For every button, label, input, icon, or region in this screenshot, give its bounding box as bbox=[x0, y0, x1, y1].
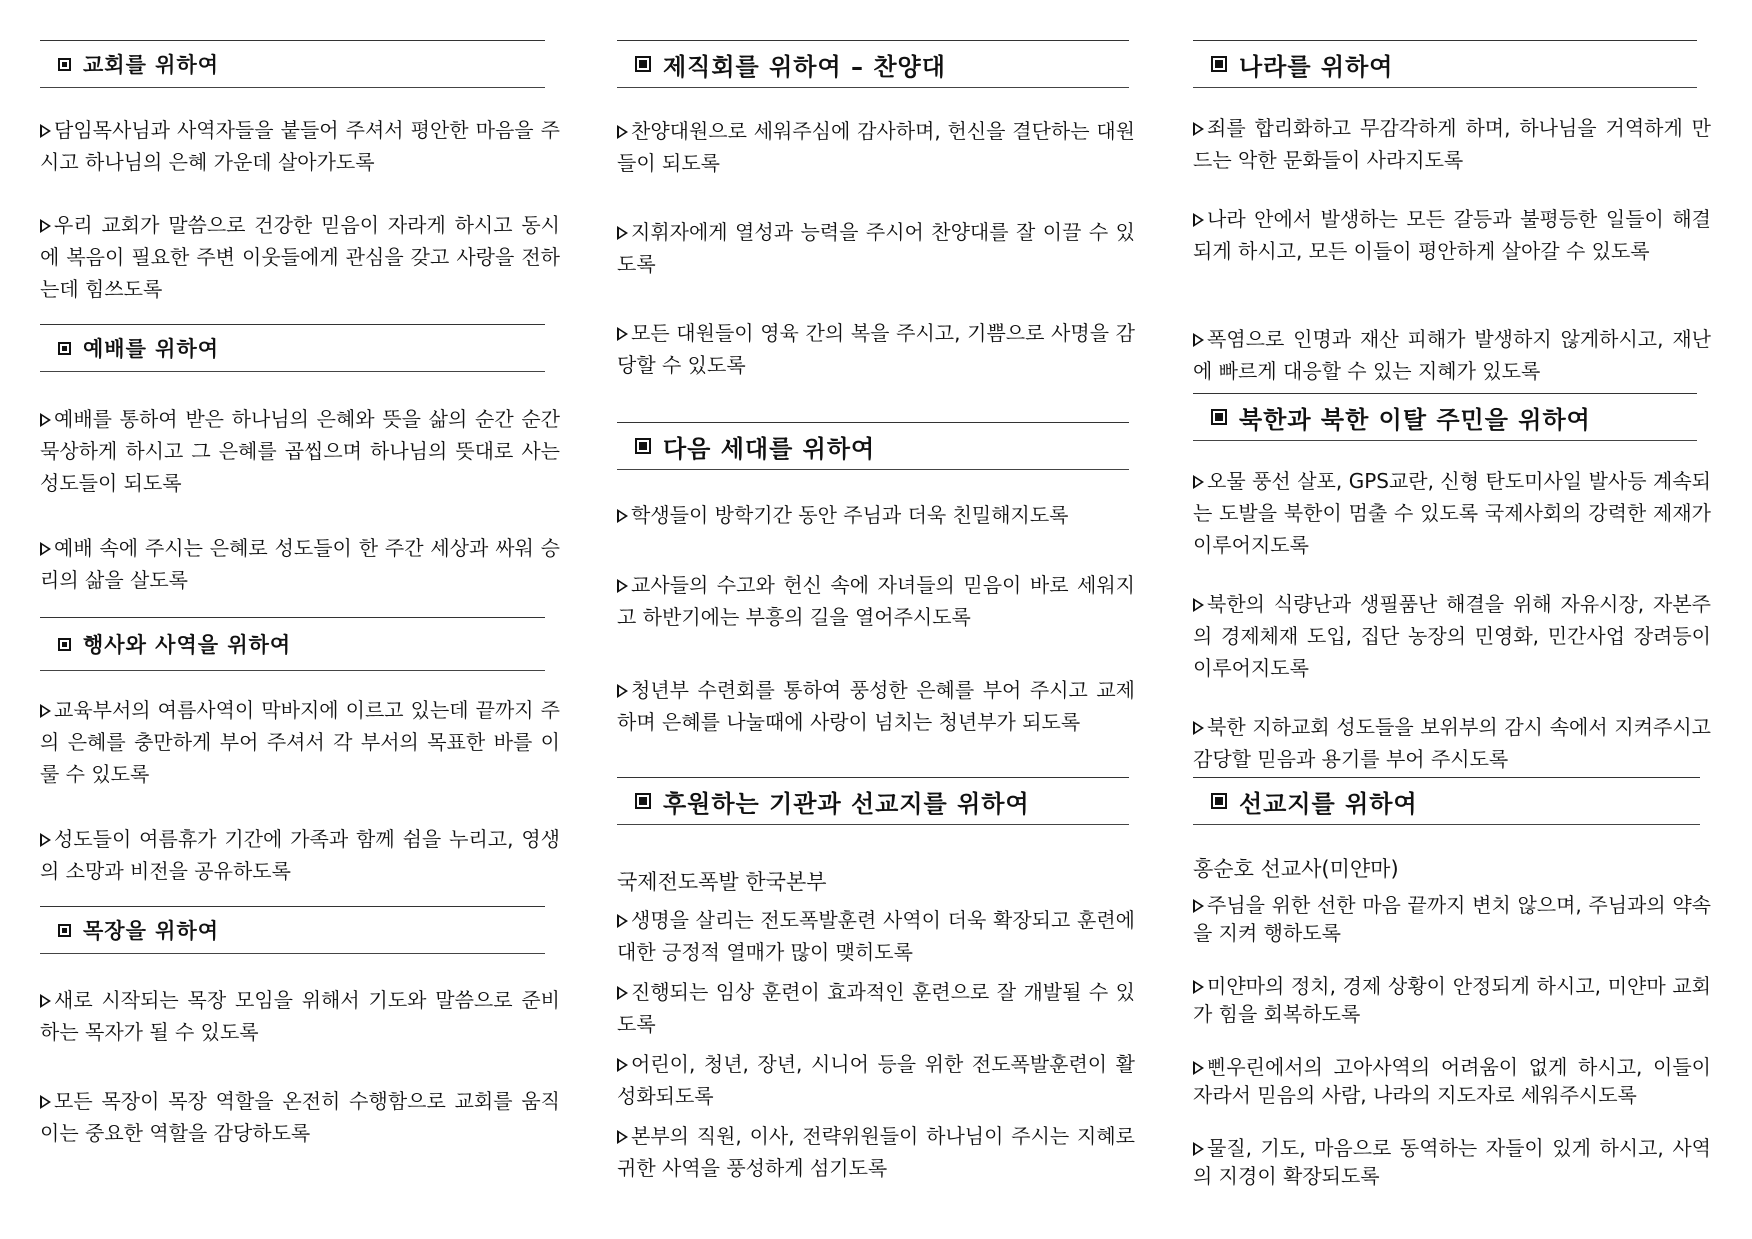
triangle-bullet-icon bbox=[40, 542, 51, 556]
prayer-item: 생명을 살리는 전도폭발훈련 사역이 더욱 확장되고 훈련에 대한 긍정적 열매가 많이 맺히도록 bbox=[617, 908, 1135, 964]
triangle-bullet-icon bbox=[617, 1130, 628, 1144]
triangle-bullet-icon bbox=[1193, 721, 1204, 735]
section-title: 후원하는 기관과 선교지를 위하여 bbox=[663, 789, 1030, 818]
triangle-bullet-icon bbox=[617, 684, 628, 698]
prayer-item: 본부의 직원, 이사, 전략위원들이 하나님이 주시는 지혜로 귀한 사역을 풍성하게 섬기도록 bbox=[617, 1124, 1135, 1180]
organization-name: 국제전도폭발 한국본부 bbox=[617, 870, 827, 894]
prayer-item: 학생들이 방학기간 동안 주님과 더욱 친밀해지도록 bbox=[617, 499, 1135, 531]
prayer-item: 예배 속에 주시는 은혜로 성도들이 한 주간 세상과 싸워 승리의 삶을 살도록 bbox=[40, 536, 560, 592]
prayer-item: 나라 안에서 발생하는 모든 갈등과 불평등한 일들이 해결되게 하시고, 모든 이들이 평안하게 살아갈 수 있도록 bbox=[1193, 207, 1711, 263]
triangle-bullet-icon bbox=[617, 986, 628, 1000]
prayer-item: 북한 지하교회 성도들을 보위부의 감시 속에서 지켜주시고 감당할 믿음과 용기를 부어 주시도록 bbox=[1193, 715, 1711, 771]
prayer-item: 담임목사님과 사역자들을 붙들어 주셔서 평안한 마음을 주시고 하나님의 은혜 가운데 살아가도록 bbox=[40, 118, 560, 174]
square-bullet-icon bbox=[1211, 409, 1227, 425]
triangle-bullet-icon bbox=[40, 1095, 51, 1109]
section-title: 나라를 위하여 bbox=[1239, 52, 1394, 81]
section-title: 다음 세대를 위하여 bbox=[663, 434, 876, 463]
triangle-bullet-icon bbox=[40, 833, 51, 847]
section-title: 선교지를 위하여 bbox=[1239, 789, 1418, 818]
prayer-item: 어린이, 청년, 장년, 시니어 등을 위한 전도폭발훈련이 활성화되도록 bbox=[617, 1052, 1135, 1108]
section-title: 행사와 사역을 위하여 bbox=[83, 633, 292, 657]
square-bullet-icon bbox=[58, 58, 71, 71]
prayer-item: 예배를 통하여 받은 하나님의 은혜와 뜻을 삶의 순간 순간 묵상하게 하시고 그 은혜를 곱씹으며 하나님의 뜻대로 사는 성도들이 되도록 bbox=[40, 407, 560, 495]
square-bullet-icon bbox=[635, 56, 651, 72]
section-header-nation bbox=[1193, 40, 1697, 88]
section-header-church bbox=[40, 40, 545, 88]
triangle-bullet-icon bbox=[40, 124, 51, 138]
section-title: 교회를 위하여 bbox=[83, 53, 220, 77]
prayer-item: 교사들의 수고와 헌신 속에 자녀들의 믿음이 바로 세워지고 하반기에는 부흥의 길을 열어주시도록 bbox=[617, 573, 1135, 629]
prayer-item: 삔우린에서의 고아사역의 어려움이 없게 하시고, 이들이 자라서 믿음의 사람, 나라의 지도자로 세워주시도록 bbox=[1193, 1055, 1711, 1107]
triangle-bullet-icon bbox=[1193, 980, 1204, 994]
square-bullet-icon bbox=[58, 342, 71, 355]
triangle-bullet-icon bbox=[1193, 213, 1204, 227]
prayer-item: 성도들이 여름휴가 기간에 가족과 함께 쉼을 누리고, 영생의 소망과 비전을 공유하도록 bbox=[40, 827, 560, 883]
triangle-bullet-icon bbox=[617, 509, 628, 523]
section-header-mission-field bbox=[1193, 777, 1700, 825]
prayer-item: 모든 대원들이 영육 간의 복을 주시고, 기쁨으로 사명을 감당할 수 있도록 bbox=[617, 321, 1135, 377]
section-title: 목장을 위하여 bbox=[83, 919, 220, 943]
prayer-item: 교육부서의 여름사역이 막바지에 이르고 있는데 끝까지 주의 은혜를 충만하게 부어 주셔서 각 부서의 목표한 바를 이룰 수 있도록 bbox=[40, 698, 560, 786]
square-bullet-icon bbox=[635, 793, 651, 809]
prayer-item: 폭염으로 인명과 재산 피해가 발생하지 않게하시고, 재난에 빠르게 대응할 수 있는 지혜가 있도록 bbox=[1193, 327, 1711, 383]
square-bullet-icon bbox=[1211, 56, 1227, 72]
prayer-item: 주님을 위한 선한 마음 끝까지 변치 않으며, 주님과의 약속을 지켜 행하도록 bbox=[1193, 893, 1711, 945]
prayer-item: 미얀마의 정치, 경제 상황이 안정되게 하시고, 미얀마 교회가 힘을 회복하도록 bbox=[1193, 974, 1711, 1026]
section-header-supported-missions bbox=[617, 777, 1129, 825]
prayer-item: 청년부 수련회를 통하여 풍성한 은혜를 부어 주시고 교제하며 은혜를 나눌때에 사랑이 넘치는 청년부가 되도록 bbox=[617, 678, 1135, 734]
triangle-bullet-icon bbox=[617, 914, 628, 928]
section-header-events bbox=[40, 617, 545, 671]
square-bullet-icon bbox=[1211, 793, 1227, 809]
prayer-item: 모든 목장이 목장 역할을 온전히 수행함으로 교회를 움직이는 중요한 역할을 감당하도록 bbox=[40, 1089, 560, 1145]
triangle-bullet-icon bbox=[617, 579, 628, 593]
triangle-bullet-icon bbox=[40, 413, 51, 427]
prayer-item: 지휘자에게 열성과 능력을 주시어 찬양대를 잘 이끌 수 있도록 bbox=[617, 220, 1135, 276]
section-title: 북한과 북한 이탈 주민을 위하여 bbox=[1239, 405, 1591, 434]
section-header-next-generation bbox=[617, 422, 1129, 470]
triangle-bullet-icon bbox=[1193, 333, 1204, 347]
triangle-bullet-icon bbox=[1193, 598, 1204, 612]
triangle-bullet-icon bbox=[40, 994, 51, 1008]
triangle-bullet-icon bbox=[617, 327, 628, 341]
triangle-bullet-icon bbox=[40, 219, 51, 233]
square-bullet-icon bbox=[58, 638, 71, 651]
prayer-item: 죄를 합리화하고 무감각하게 하며, 하나님을 거역하게 만드는 악한 문화들이 사라지도록 bbox=[1193, 116, 1711, 172]
section-title: 예배를 위하여 bbox=[83, 337, 220, 361]
triangle-bullet-icon bbox=[40, 704, 51, 718]
triangle-bullet-icon bbox=[1193, 1142, 1204, 1156]
triangle-bullet-icon bbox=[617, 226, 628, 240]
prayer-item: 진행되는 임상 훈련이 효과적인 훈련으로 잘 개발될 수 있도록 bbox=[617, 980, 1135, 1036]
triangle-bullet-icon bbox=[617, 1058, 628, 1072]
triangle-bullet-icon bbox=[1193, 122, 1204, 136]
square-bullet-icon bbox=[58, 924, 71, 937]
prayer-item: 찬양대원으로 세워주심에 감사하며, 헌신을 결단하는 대원들이 되도록 bbox=[617, 119, 1135, 175]
prayer-item: 새로 시작되는 목장 모임을 위해서 기도와 말씀으로 준비하는 목자가 될 수 있도록 bbox=[40, 988, 560, 1044]
square-bullet-icon bbox=[635, 438, 651, 454]
section-header-choir bbox=[617, 40, 1129, 88]
triangle-bullet-icon bbox=[1193, 1061, 1204, 1075]
section-header-worship bbox=[40, 324, 545, 372]
triangle-bullet-icon bbox=[1193, 899, 1204, 913]
prayer-item: 우리 교회가 말씀으로 건강한 믿음이 자라게 하시고 동시에 복음이 필요한 주변 이웃들에게 관심을 갖고 사랑을 전하는데 힘쓰도록 bbox=[40, 213, 560, 301]
section-header-cell-group bbox=[40, 906, 545, 954]
prayer-item: 오물 풍선 살포, GPS교란, 신형 탄도미사일 발사등 계속되는 도발을 북한이 멈출 수 있도록 국제사회의 강력한 제재가 이루어지도록 bbox=[1193, 469, 1711, 557]
prayer-item: 북한의 식량난과 생필품난 해결을 위해 자유시장, 자본주의 경제체재 도입, 집단 농장의 민영화, 민간사업 장려등이 이루어지도록 bbox=[1193, 592, 1711, 680]
missionary-name: 홍순호 선교사(미얀마) bbox=[1193, 857, 1399, 881]
prayer-item: 물질, 기도, 마음으로 동역하는 자들이 있게 하시고, 사역의 지경이 확장되도록 bbox=[1193, 1136, 1711, 1188]
triangle-bullet-icon bbox=[617, 125, 628, 139]
triangle-bullet-icon bbox=[1193, 475, 1204, 489]
section-title: 제직회를 위하여 – 찬양대 bbox=[663, 52, 946, 81]
section-header-north-korea bbox=[1193, 393, 1697, 441]
